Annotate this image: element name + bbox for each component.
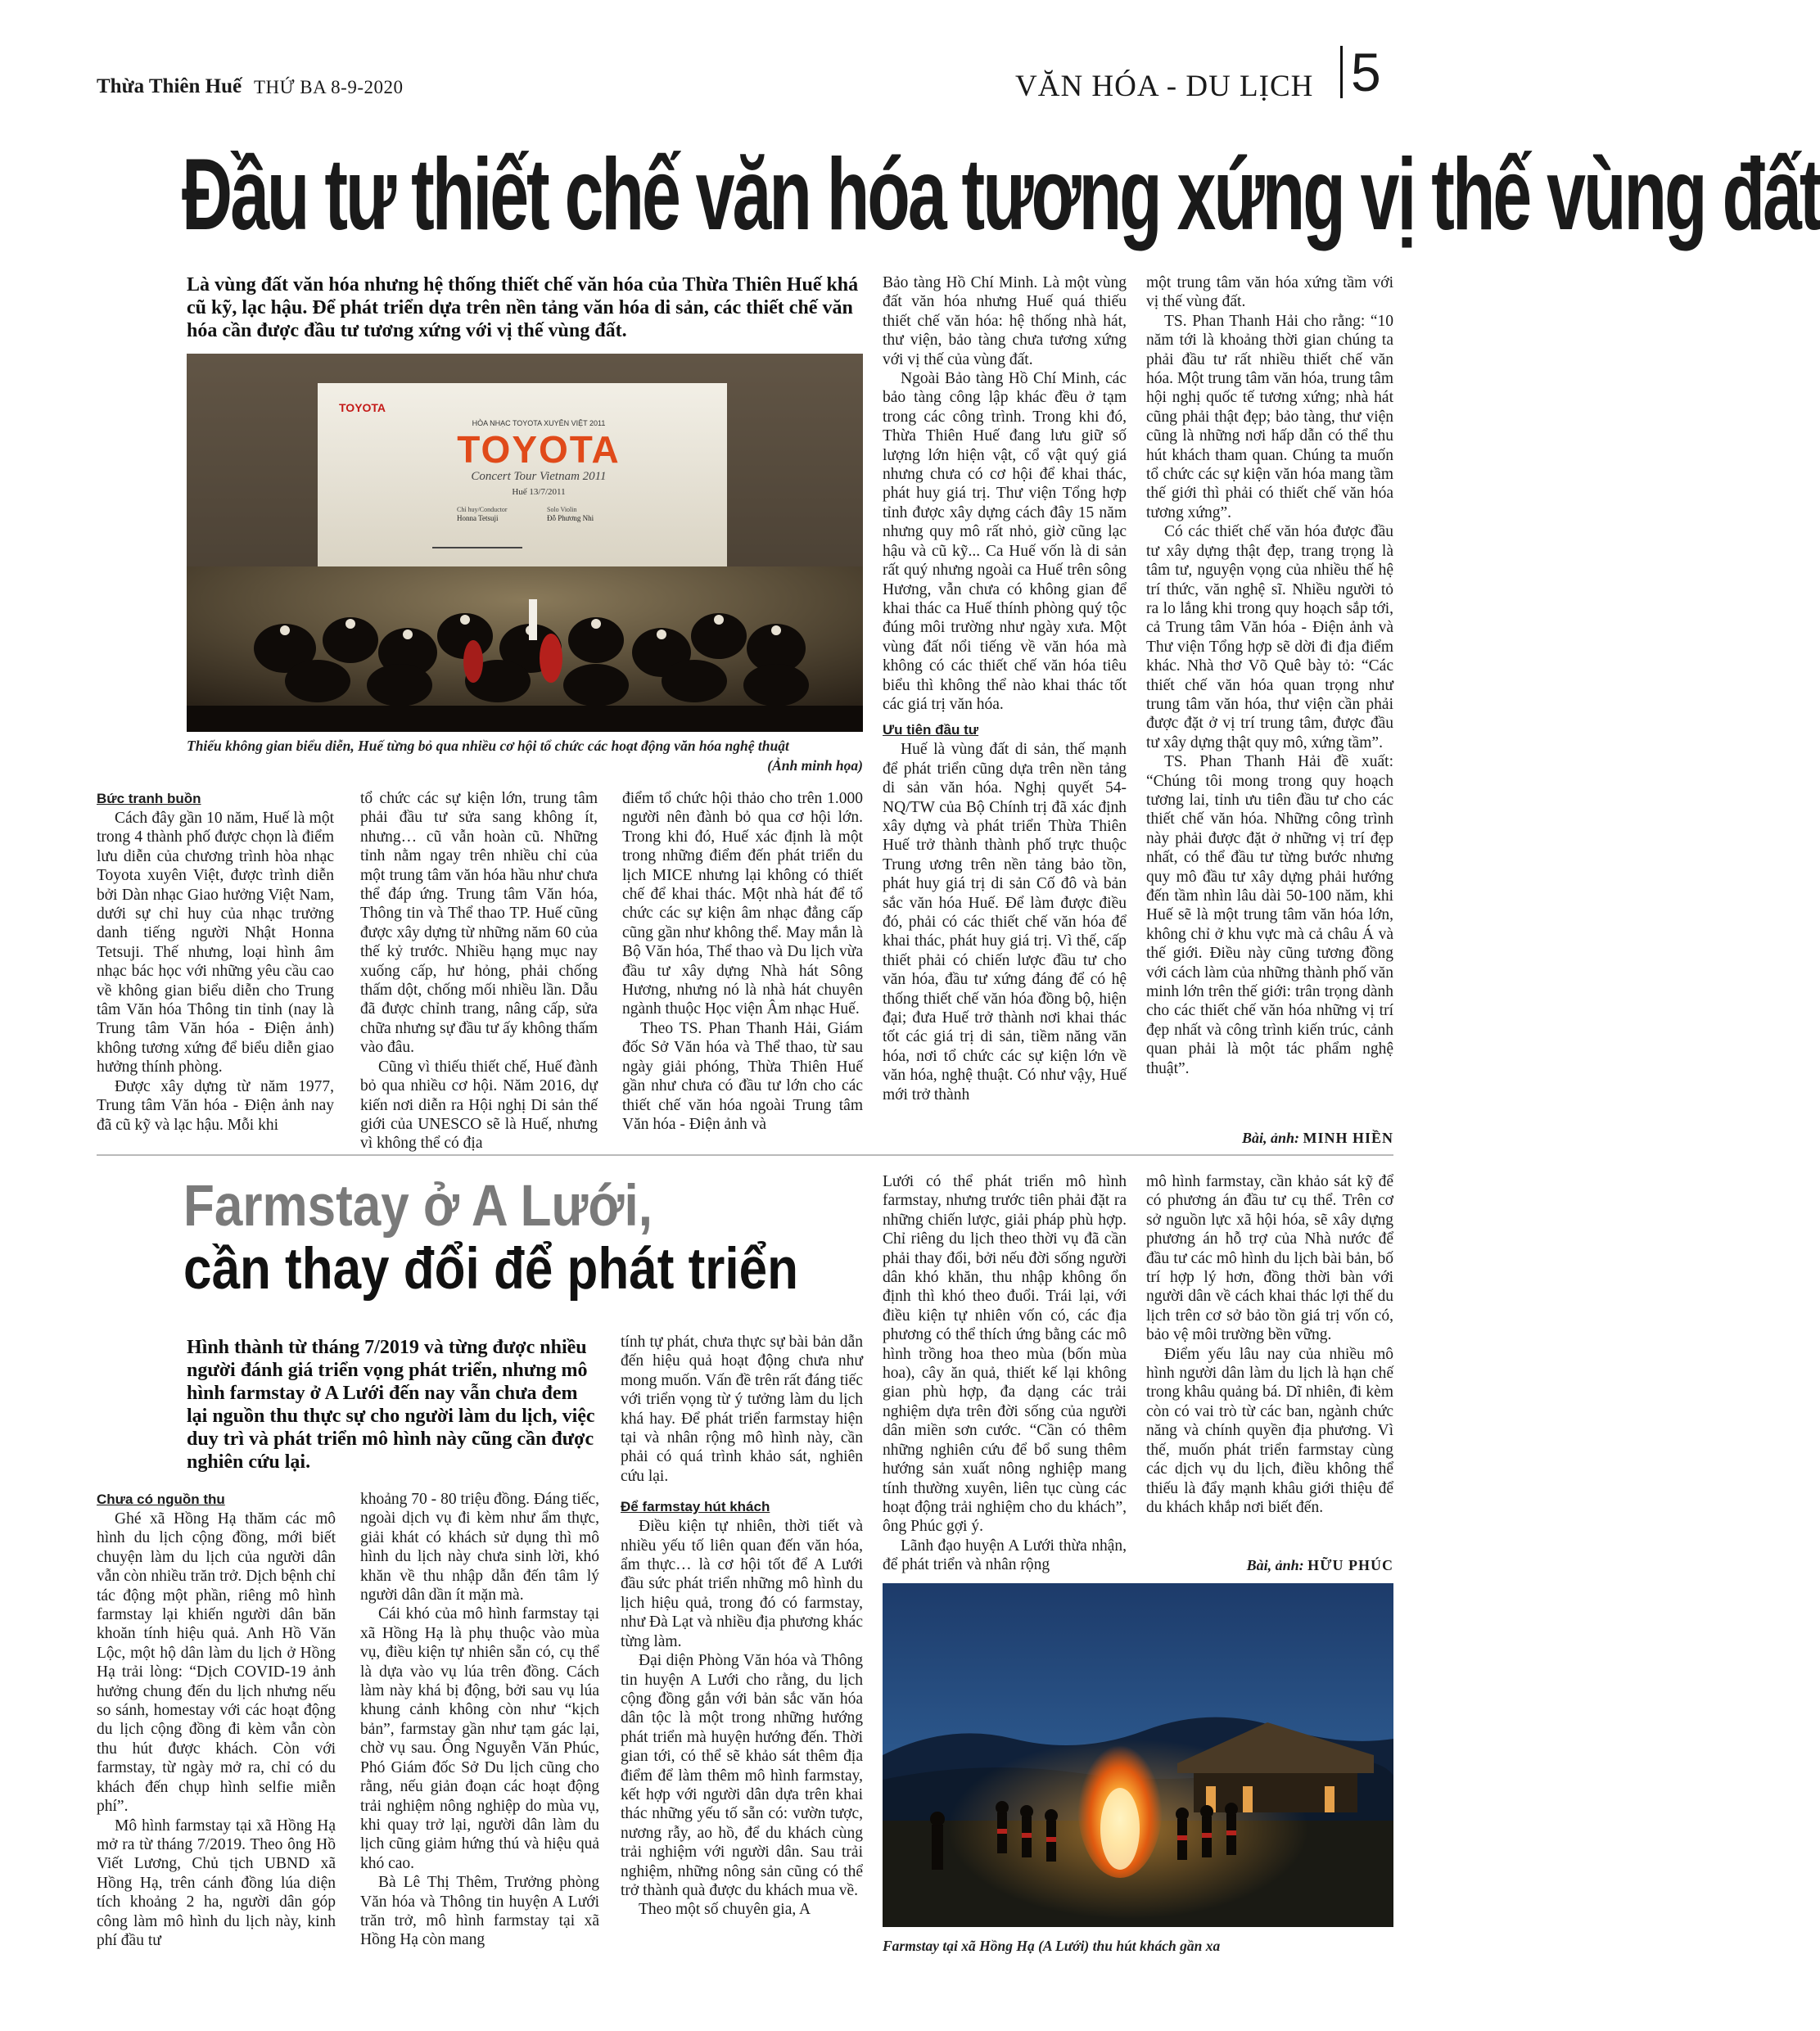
issue-date: THỨ BA 8-9-2020: [254, 77, 404, 97]
byline-label: Bài, ảnh:: [1241, 1130, 1299, 1146]
article1-byline: [1146, 1130, 1393, 1147]
article1-col-b1: [97, 789, 334, 1135]
masthead-divider: [1340, 46, 1343, 98]
section-name: VĂN HÓA - DU LỊCH: [1015, 70, 1314, 103]
paragraph: Ngoài Bảo tàng Hồ Chí Minh, các bảo tàng công lập khác đều ở tạm trong các công trình. Trong khi đó, Thừa Thiên Huế đang lưu giữ số lượng lớn hiện vật, cổ vật quý giá nhưng chưa có cơ hội để khai thác, phát huy giá trị. Thư viện Tổng hợp tỉnh được xây dựng cách đây 15 năm nhưng quy mô rất nhỏ, giờ cũng lạc hậu và cũ kỹ... Ca Huế vốn là di sản rất quý nhưng ngoài ca Huế trên sông Hương, vẫn chưa có không gian để khai thác ca Huế thính phòng quý tộc đúng môi trường như ngày xưa. Một vùng đất nổi tiếng về văn hóa mà không có các thiết chế văn hóa tiêu biểu thì không thể nào khai thác tốt các giá trị văn hóa.: [883, 370, 1127, 713]
article2-col1: [97, 1490, 336, 1950]
article2-lead: Hình thành từ tháng 7/2019 và từng được nhiều người đánh giá triển vọng phát triển, nhưng mô hình farmstay ở A Lưới đến nay vẫn chưa đem lại nguồn thu thực sự cho người làm du lịch, việc duy trì và phát triển mô hình này cũng cần được nghiên cứu lại.: [187, 1337, 595, 1473]
banner-conductor: Honna Tetsuji: [457, 514, 499, 522]
article1-headline: Đầu tư thiết chế văn hóa tương xứng vị thế vùng đất: [182, 138, 1820, 252]
paragraph: khoảng 70 - 80 triệu đồng. Đáng tiếc, ngoài dịch vụ đi kèm như ẩm thực, giải khát có khách sử dụng thì mô hình du lịch này chưa sinh lời, khó khăn về thu nhập dẫn đến tâm lý người dân dần ít mặn mà.: [360, 1491, 599, 1604]
banner-conductor-label: Chỉ huy/Conductor: [457, 506, 508, 513]
concert-photo-caption: Thiếu không gian biểu diễn, Huế từng bỏ qua nhiều cơ hội tổ chức các hoạt động văn hóa nghệ thuật: [187, 738, 789, 754]
paragraph: Cái khó của mô hình farmstay tại xã Hồng Hạ là phụ thuộc vào mùa vụ, điều kiện tự nhiên sẵn có, cụ thể là dựa vào vụ lúa trên đồng. Cách làm này khá bị động, bởi sau vụ lúa khung cảnh không còn như “kịch bản”, farmstay gần như tạm gác lại, chờ vụ sau. Ông Nguyễn Văn Phúc, Phó Giám đốc Sở Du lịch cũng cho rằng, nếu giản đoạn các hoạt động trải nghiệm nông nghiệp do mùa vụ, khi quay trở lại, người dân làm du lịch cũng giảm hứng thú và hiệu quả khó cao.: [360, 1605, 599, 1872]
article2-col2: [360, 1490, 599, 1950]
paragraph: Lưới có thể phát triển mô hình farmstay, nhưng trước tiên phải đặt ra những chiến lược, giải pháp phù hợp. Chỉ riêng du lịch theo thời vụ đã cần phải thay đổi, bởi nếu đời sống người dân khó khăn, thu nhập không ổn định thì khó theo đuổi. Trái lại, với điều kiện tự nhiên vốn có, các địa phương có thể thích ứng bằng các mô hình trồng hoa theo mùa (bốn mùa hoa), cây ăn quả, thiết kế lại không gian phù hợp, đa dạng các trải nghiệm dựa trên đời sống của người dân miền sơn cước. “Cần có thêm những nghiên cứu để bổ sung thêm hướng sản xuất nông nghiệp mang tính thường xuyên, liên tục cùng các hoạt động trải nghiệm cho du khách”, ông Phúc gợi ý.: [883, 1173, 1127, 1536]
article1-col-b3: [622, 789, 863, 1134]
paragraph: Theo một số chuyên gia, A: [639, 1901, 811, 1919]
article1-col3: [883, 273, 1127, 1104]
subheading-de-farmstay: Để farmstay hút khách: [621, 1499, 770, 1515]
paragraph: Cách đây gần 10 năm, Huế là một trong 4 thành phố được chọn là điểm lưu diễn của chương trình hòa nhạc Toyota xuyên Việt, được trình diễn bởi Dàn nhạc Giao hưởng Việt Nam, dưới sự chỉ huy của nhạc trưởng danh tiếng người Nhật Honna Tetsuji. Thế nhưng, loại hình âm nhạc bác học với những yêu cầu cao về không gian biểu diễn cho Trung tâm Văn hóa Thông tin tỉnh (nay là Trung tâm Văn hóa - Điện ảnh) không tương xứng để biểu diễn giao hưởng thính phòng.: [97, 810, 334, 1076]
byline-author: MINH HIỀN: [1303, 1130, 1393, 1146]
article1-lead: Là vùng đất văn hóa nhưng hệ thống thiết chế văn hóa của Thừa Thiên Huế khá cũ kỹ, lạc hậu. Để phát triển dựa trên nền tảng văn hóa di sản, các thiết chế văn hóa cần được đầu tư tương xứng với vị thế vùng đất.: [187, 274, 859, 341]
banner-sponsor: TOYOTA: [339, 401, 386, 414]
paragraph: Được xây dựng từ năm 1977, Trung tâm Văn hóa - Điện ảnh nay đã cũ kỹ và lạc hậu. Mỗi khi: [97, 1077, 334, 1134]
article2-col5: [1146, 1172, 1393, 1517]
concert-photo-credit: (Ảnh minh họa): [767, 757, 863, 774]
banner-venue-date: Huế 13/7/2011: [512, 487, 566, 497]
article2-col4: [883, 1172, 1127, 1575]
paragraph: TS. Phan Thanh Hải cho rằng: “10 năm tới là khoảng thời gian chúng ta phải đầu tư rất nhiều thiết chế văn hóa. Một trung tâm văn hóa, trung tâm hội nghị quốc tế tương xứng; nhà hát cũng phải thật đẹp; bảo tàng, thư viện cũng là những nơi hấp dẫn có thể thu hút khách tham quan. Chúng ta muốn tổ chức các sự kiện văn hóa mang tầm thế giới thì phải có thiết chế văn hóa tương xứng”.: [1146, 312, 1393, 521]
paragraph: TS. Phan Thanh Hải đề xuất: “Chúng tôi mong trong quy hoạch tương lai, tỉnh ưu tiên đầu tư cho các thiết chế văn hóa. Những công trình này phải được đặt ở những vị trí đẹp nhất, có thể đầu tư từng bước nhưng quy mô đầu tư xây dựng phải hướng đến tầm nhìn lâu dài 50-100 năm, khi Huế sẽ là một trung tâm văn hóa lớn, không chỉ ở khu vực mà cả châu Á và thế giới. Điều này cũng tương đồng với cách làm của những thành phố văn minh lớn trên thế giới: trân trọng dành cho các thiết chế văn hóa những vị trí đẹp nhất và công trình kiến trúc, cảnh quan phải là một tác phẩm nghệ thuật”.: [1146, 753, 1393, 1077]
paragraph: Bà Lê Thị Thêm, Trưởng phòng Văn hóa và Thông tin huyện A Lưới trăn trở, mô hình farmstay tại xã Hồng Hạ còn mang: [360, 1874, 599, 1949]
subheading-uu-tien: Ưu tiên đầu tư: [883, 722, 979, 738]
byline-author: HỮU PHÚC: [1307, 1557, 1393, 1573]
banner-subtitle: HÒA NHẠC TOYOTA XUYÊN VIỆT 2011: [472, 419, 606, 427]
concert-photo: [187, 354, 863, 732]
paragraph: Điểm yếu lâu nay của nhiều mô hình người dân làm du lịch là hạn chế trong khâu quảng bá. Dĩ nhiên, đi kèm còn có vai trò từ các ban, ngành chức năng và chính quyền địa phương. Vì thế, muốn phát triển farmstay cùng các dịch vụ du lịch, điều không thể thiếu là đẩy mạnh khâu giới thiệu để du khách khắp nơi biết đến.: [1146, 1345, 1393, 1516]
farmstay-photo-caption: Farmstay tại xã Hồng Hạ (A Lưới) thu hút khách gần xa: [883, 1938, 1221, 1954]
paragraph: Đại diện Phòng Văn hóa và Thông tin huyện A Lưới cho rằng, du lịch cộng đồng gắn với bản sắc văn hóa dân tộc là một trong những hướng phát triển mà huyện hướng đến. Thời gian tới, có thể sẽ khảo sát thêm địa điểm để làm thêm mô hình farmstay, kết hợp với người dân dựa trên khai thác những yếu tố sẵn có: vườn tược, nương rẫy, ao hồ, để du khách cùng trải nghiệm với người dân. Sau trải nghiệm, những nông sản cũng có thể trở thành quà được du khách mua về.: [621, 1652, 863, 1899]
article1-col4: [1146, 273, 1393, 1078]
byline-label: Bài, ảnh:: [1246, 1557, 1304, 1573]
paragraph: tính tự phát, chưa thực sự bài bản dẫn đến hiệu quả hoạt động chưa như mong muốn. Vấn đề trên rất đáng tiếc với triển vọng từ ý tưởng làm du lịch khá hay. Để phát triển farmstay hiện tại và nhân rộng mô hình này, cần phải có quá trình khảo sát, nghiên cứu lại.: [621, 1334, 863, 1485]
paper-name: Thừa Thiên Huế: [97, 75, 242, 97]
paragraph: Cũng vì thiếu thiết chế, Huế đành bỏ qua nhiều cơ hội. Năm 2016, dự kiến nơi diễn ra Hội nghị Di sản thế giới của UNESCO sẽ là Huế, nhưng vì không thể có địa: [360, 1058, 598, 1153]
article2-headline-line2: cần thay đổi để phát triển: [183, 1236, 798, 1302]
article1-col-b2: [360, 789, 598, 1153]
page-number: 5: [1351, 42, 1381, 102]
subheading-chua-co: Chưa có nguồn thu: [97, 1492, 225, 1507]
paragraph: Ghé xã Hồng Hạ thăm các mô hình du lịch cộng đồng, mới biết chuyện làm du lịch của người dân vẫn còn nhiều trăn trở. Dịch bệnh chỉ tác động một phần, riêng mô hình farmstay lại khiến người dân băn khoăn tính hiệu quả. Anh Hồ Văn Lộc, một hộ dân làm du lịch ở Hồng Hạ trải lòng: “Dịch COVID-19 ảnh hưởng chung đến du lịch nhưng nếu so sánh, homestay với các hoạt động du lịch cộng đồng đi kèm vẫn còn thu hút được khách. Còn với farmstay, từ ngày mở ra, chỉ có du khách đến chụp hình selfie miễn phí”.: [97, 1510, 336, 1816]
paragraph: Bảo tàng Hồ Chí Minh. Là một vùng đất văn hóa nhưng Huế quá thiếu thiết chế văn hóa: hệ thống nhà hát, thư viện, bảo tàng chưa tương xứng với vị thế của vùng đất.: [883, 274, 1127, 368]
paragraph: Lãnh đạo huyện A Lưới thừa nhận, để phát triển và nhân rộng: [883, 1537, 1127, 1574]
paragraph: một trung tâm văn hóa xứng tầm với vị thế vùng đất.: [1146, 274, 1393, 311]
paragraph: điểm tổ chức hội thảo cho trên 1.000 người nên đành bỏ qua cơ hội lớn. Trong khi đó, Huế xác định là một trong những điểm đến phát triển du lịch MICE nhưng lại không có thiết chế để khai thác. Một nhà hát để tổ chức các sự kiện âm nhạc đẳng cấp cũng gần như không thể. May mắn là Bộ Văn hóa, Thể thao và Du lịch vừa đầu tư xây dựng Nhà hát Sông Hương, nhưng nó là nhà hát chuyên ngành thuộc Học viện Âm nhạc Huế.: [622, 790, 863, 1018]
subheading-buc-tranh: Bức tranh buồn: [97, 791, 201, 806]
banner-tour: Concert Tour Vietnam 2011: [471, 470, 607, 483]
paragraph: tổ chức các sự kiện lớn, trung tâm phải đầu tư sửa sang không ít, nhưng… cũ vẫn hoàn cũ. Những tỉnh nằm ngay trên nhiều chỉ của một trung tâm văn hóa hầu như chưa thể đáp ứng. Trung tâm Văn hóa, Thông tin và Thể thao TP. Huế cũng được xây dựng từ những năm 60 của thế kỷ trước. Nhiều hạng mục nay xuống cấp, hư hỏng, phải chống thấm dột, chống mối nhiều lần. Dẫu đã được chỉnh trang, nâng cấp, sửa chữa nhưng sự đầu tư ấy không thấm vào đâu.: [360, 790, 598, 1057]
paragraph: mô hình farmstay, cần khảo sát kỹ để có phương án đầu tư cụ thể. Trên cơ sở nguồn lực xã hội hóa, sẽ xây dựng phương án hỗ trợ của Nhà nước để đầu tư các mô hình du lịch bài bản, bố trí hợp lý hơn, đồng thời bàn với người dân về cách khai thác lợi thế du lịch trên cơ sở bảo tồn giá trị vốn có, bảo vệ môi trường bền vững.: [1146, 1173, 1393, 1344]
article2-headline-line1: Farmstay ở A Lưới,: [183, 1173, 653, 1239]
banner-soloist: Đỗ Phương Nhi: [547, 514, 594, 522]
article2-byline: [1146, 1557, 1393, 1574]
paragraph: Theo TS. Phan Thanh Hải, Giám đốc Sở Văn hóa và Thể thao, từ sau ngày giải phóng, Thừa Thiên Huế gần như chưa có đầu tư lớn cho các thiết chế văn hóa ngoài Trung tâm Văn hóa - Điện ảnh và: [622, 1019, 863, 1133]
paragraph: Có các thiết chế văn hóa được đầu tư xây dựng thật đẹp, trang trọng là tâm tư, nguyện vọng của nhiều thế hệ trí thức, văn nghệ sĩ. Nhiều người tỏ ra lo lắng khi trong quy hoạch sắp tới, cả Trung tâm Văn hóa - Điện ảnh và Thư viện Tổng hợp sẽ dời đi địa điểm khác. Nhà thơ Võ Quê bày tỏ: “Các thiết chế văn hóa quan trọng như trung tâm văn hóa, thư viện cần phải được đặt ở vị trí trung tâm, được đầu tư xây dựng thật quy mô, xứng tầm”.: [1146, 523, 1393, 751]
paragraph: Mô hình farmstay tại xã Hồng Hạ mở ra từ tháng 7/2019. Theo ông Hồ Viết Lương, Chủ tịch UBND xã Hồng Hạ, trên cánh đồng lúa diện tích khoảng 2 ha, người dân góp công làm mô hình du lịch này, kinh phí đầu tư: [97, 1817, 336, 1949]
banner-soloist-label: Solo Violin: [547, 506, 577, 513]
farmstay-photo: [883, 1583, 1393, 1927]
article-divider: [97, 1154, 1393, 1156]
paragraph: Huế là vùng đất di sản, thế mạnh để phát triển cũng dựa trên nền tảng di sản văn hóa. Nghị quyết 54-NQ/TW của Bộ Chính trị đã xác định xây dựng và phát triển Thừa Thiên Huế trở thành thành phố trực thuộc Trung ương trên nền tảng bảo tồn, phát huy giá trị di sản Cố đô và bản sắc văn hóa Huế. Để làm được điều đó, phải có các thiết chế văn hóa để khai thác, phát huy giá trị. Vì thế, cấp thiết phải có chiến lược đầu tư cho văn hóa, đầu tư xứng đáng để có hệ thống thiết chế văn hóa đồng bộ, hiện đại; đưa Huế trở thành nơi khai thác tốt các giá trị di sản, tiềm năng văn hóa, nơi tổ chức các sự kiện lớn về văn hóa, nghệ thuật. Có như vậy, Huế mới trở thành: [883, 741, 1127, 1104]
paragraph: Điều kiện tự nhiên, thời tiết và nhiều yếu tố liên quan đến văn hóa, ẩm thực… là cơ hội tốt để A Lưới đầu sức phát triển những mô hình du lịch hiệu quả, trong đó có farmstay, như Đà Lạt và nhiều địa phương khác từng làm.: [621, 1518, 863, 1650]
article2-col3: [621, 1333, 863, 1920]
banner-brand: TOYOTA: [457, 428, 621, 471]
